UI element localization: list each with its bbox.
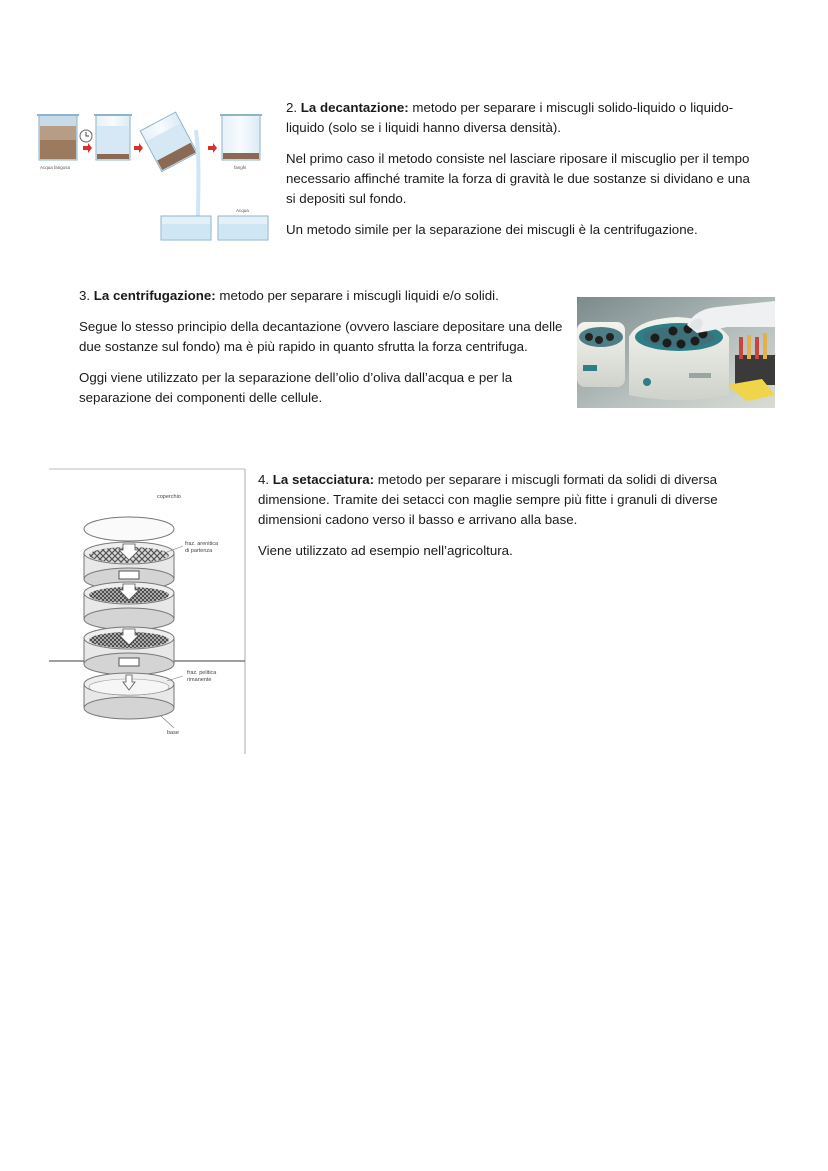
clock-icon [80, 130, 92, 142]
sieve-figure [49, 466, 249, 754]
label-start-fraction-2: di partenza [185, 548, 213, 554]
setacciatura-lead: metodo per separare i miscugli formati da solidi di diversa dimensione. Tramite dei setacci con maglie sempre più fitte i granuli di diverse dimensioni cadono verso il basso e arrivano alla base. [258, 472, 718, 527]
centrifuge-left [577, 322, 625, 387]
label-coperchio: coperchio [157, 494, 181, 500]
label-acqua: Acqua [236, 208, 249, 213]
decantazione-title: La decantazione: [300, 100, 409, 115]
sieve-base [84, 673, 174, 719]
beaker-settling [94, 115, 132, 160]
sieve-fine [84, 627, 174, 675]
label-acqua-fangosa: Acqua fangosa [40, 165, 71, 170]
centrifugazione-intro [79, 286, 564, 306]
beaker-pouring [140, 112, 197, 171]
decantazione-number: 2. [286, 100, 298, 115]
arrow-2 [134, 143, 143, 153]
centrifugazione-number: 3. [79, 288, 91, 303]
beaker-sediment [220, 115, 262, 160]
centrifugazione-paragraph-1: Segue lo stesso principio della decantazione (ovvero lasciare depositare una delle due sostanze sul fondo) ma è più rapido in quanto sfrutta la forza centrifuga. [79, 319, 563, 354]
centrifuge-photo [577, 297, 775, 408]
setacciatura-title: La setacciatura: [272, 472, 375, 487]
label-remaining-fraction-2: rimanente [187, 677, 212, 683]
section-decantazione [286, 98, 756, 251]
section-centrifugazione [79, 286, 564, 419]
decantazione-paragraph-1: Nel primo caso il metodo consiste nel lasciare riposare il miscuglio per il tempo necessario affinché tramite la forza di gravità le due sostanze si dividano e una si depositi sul fondo. [286, 151, 750, 206]
label-remaining-fraction-1: fraz. pelitica [187, 670, 217, 676]
basin-left [161, 216, 211, 240]
sieve-lid [84, 517, 174, 541]
section-setacciatura [258, 470, 753, 572]
centrifugazione-title: La centrifugazione: [93, 288, 216, 303]
arrow-3 [208, 143, 217, 153]
decantation-figure [30, 100, 280, 248]
label-fanghi: fanghi [234, 165, 247, 170]
centrifugazione-paragraph-2: Oggi viene utilizzato per la separazione dell’olio d’oliva dall’acqua e per la separazione dei componenti delle cellule. [79, 370, 513, 405]
arrow-1 [83, 143, 92, 153]
decantazione-lead: metodo per separare i miscugli solido-liquido o liquido-liquido (solo se i liquidi hanno diversa densità). [286, 100, 734, 135]
centrifugazione-lead: metodo per separare i miscugli liquidi e/o solidi. [219, 288, 499, 303]
label-start-fraction-1: fraz. arenitica [185, 541, 219, 547]
basin-right [218, 216, 268, 240]
decantazione-paragraph-2: Un metodo simile per la separazione dei miscugli è la centrifugazione. [286, 222, 698, 237]
setacciatura-number: 4. [258, 472, 270, 487]
setacciatura-paragraph-1: Viene utilizzato ad esempio nell’agricoltura. [258, 543, 513, 558]
pour-stream [196, 130, 199, 218]
beaker-muddy-water [37, 115, 79, 160]
label-base: base [167, 730, 179, 736]
setacciatura-intro [258, 470, 753, 530]
decantazione-intro [286, 98, 756, 138]
sieve-medium [84, 582, 174, 630]
